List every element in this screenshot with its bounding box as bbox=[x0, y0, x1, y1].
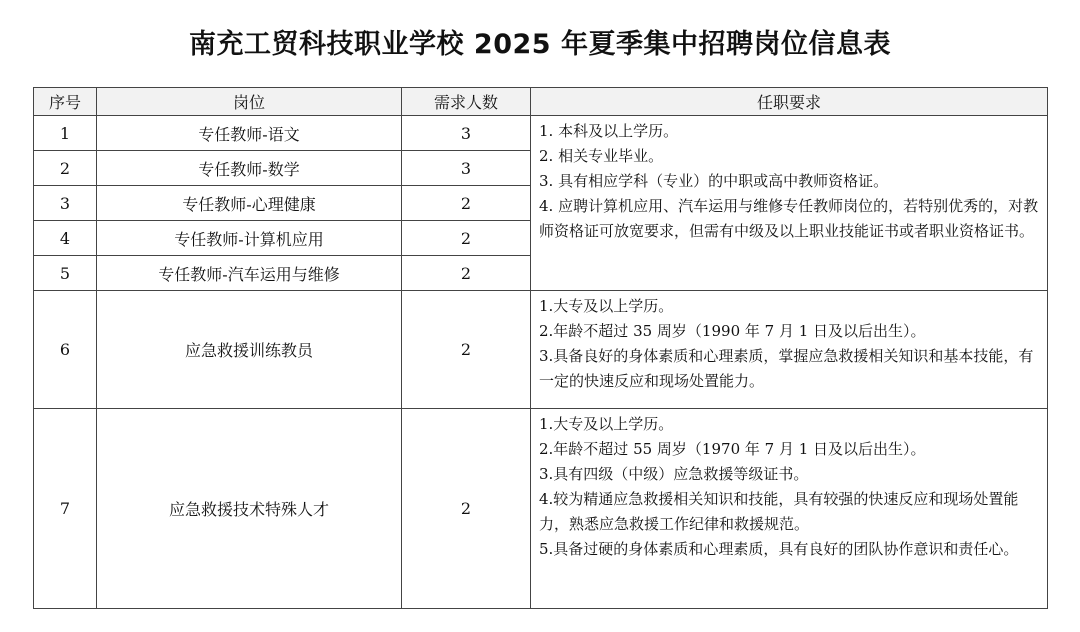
requirement-line: 1.大专及以上学历。 bbox=[539, 297, 674, 315]
cell-seq: 1 bbox=[34, 116, 97, 151]
cell-count: 2 bbox=[402, 256, 531, 291]
cell-count: 2 bbox=[402, 409, 531, 609]
requirement-line: 4. 应聘计算机应用、汽车运用与维修专任教师岗位的，若特别优秀的，对教师资格证可放宽要求，但需有中级及以上职业技能证书或者职业资格证书。 bbox=[539, 197, 1039, 240]
header-count: 需求人数 bbox=[402, 88, 531, 116]
cell-count: 2 bbox=[402, 291, 531, 409]
cell-position: 专任教师-心理健康 bbox=[97, 186, 402, 221]
cell-count: 2 bbox=[402, 221, 531, 256]
requirement-line: 2.年龄不超过 35 周岁（1990 年 7 月 1 日及以后出生）。 bbox=[539, 322, 926, 340]
requirement-line: 4.较为精通应急救援相关知识和技能，具有较强的快速反应和现场处置能力，熟悉应急救援工作纪律和救援规范。 bbox=[539, 490, 1019, 533]
cell-seq: 5 bbox=[34, 256, 97, 291]
cell-position: 应急救援训练教员 bbox=[97, 291, 402, 409]
cell-position: 专任教师-语文 bbox=[97, 116, 402, 151]
cell-count: 2 bbox=[402, 186, 531, 221]
cell-seq: 6 bbox=[34, 291, 97, 409]
requirement-line: 3.具有四级（中级）应急救援等级证书。 bbox=[539, 465, 809, 483]
header-seq: 序号 bbox=[34, 88, 97, 116]
cell-requirements-trainer bbox=[531, 291, 1048, 409]
table-header-row bbox=[34, 88, 1048, 116]
positions-table bbox=[33, 87, 1048, 609]
requirement-line: 5.具备过硬的身体素质和心理素质，具有良好的团队协作意识和责任心。 bbox=[539, 540, 1019, 558]
cell-seq: 2 bbox=[34, 151, 97, 186]
document-title: 南充工贸科技职业学校 2025 年夏季集中招聘岗位信息表 bbox=[189, 29, 891, 60]
header-position: 岗位 bbox=[97, 88, 402, 116]
requirement-line: 1.大专及以上学历。 bbox=[539, 415, 674, 433]
cell-position: 专任教师-计算机应用 bbox=[97, 221, 402, 256]
requirement-line: 3. 具有相应学科（专业）的中职或高中教师资格证。 bbox=[539, 172, 889, 190]
requirement-line: 2. 相关专业毕业。 bbox=[539, 147, 664, 165]
table-row bbox=[34, 409, 1048, 609]
requirement-line: 1. 本科及以上学历。 bbox=[539, 122, 679, 140]
cell-requirements-specialist bbox=[531, 409, 1048, 609]
requirement-line: 2.年龄不超过 55 周岁（1970 年 7 月 1 日及以后出生）。 bbox=[539, 440, 926, 458]
cell-position: 应急救援技术特殊人才 bbox=[97, 409, 402, 609]
cell-count: 3 bbox=[402, 116, 531, 151]
cell-count: 3 bbox=[402, 151, 531, 186]
header-requirements: 任职要求 bbox=[531, 88, 1048, 116]
cell-requirements-teachers bbox=[531, 116, 1048, 291]
cell-position: 专任教师-数学 bbox=[97, 151, 402, 186]
table-row bbox=[34, 116, 1048, 151]
table-row bbox=[34, 291, 1048, 409]
cell-seq: 4 bbox=[34, 221, 97, 256]
cell-seq: 7 bbox=[34, 409, 97, 609]
cell-seq: 3 bbox=[34, 186, 97, 221]
requirement-line: 3.具备良好的身体素质和心理素质，掌握应急救援相关知识和基本技能，有一定的快速反应和现场处置能力。 bbox=[539, 347, 1034, 390]
cell-position: 专任教师-汽车运用与维修 bbox=[97, 256, 402, 291]
